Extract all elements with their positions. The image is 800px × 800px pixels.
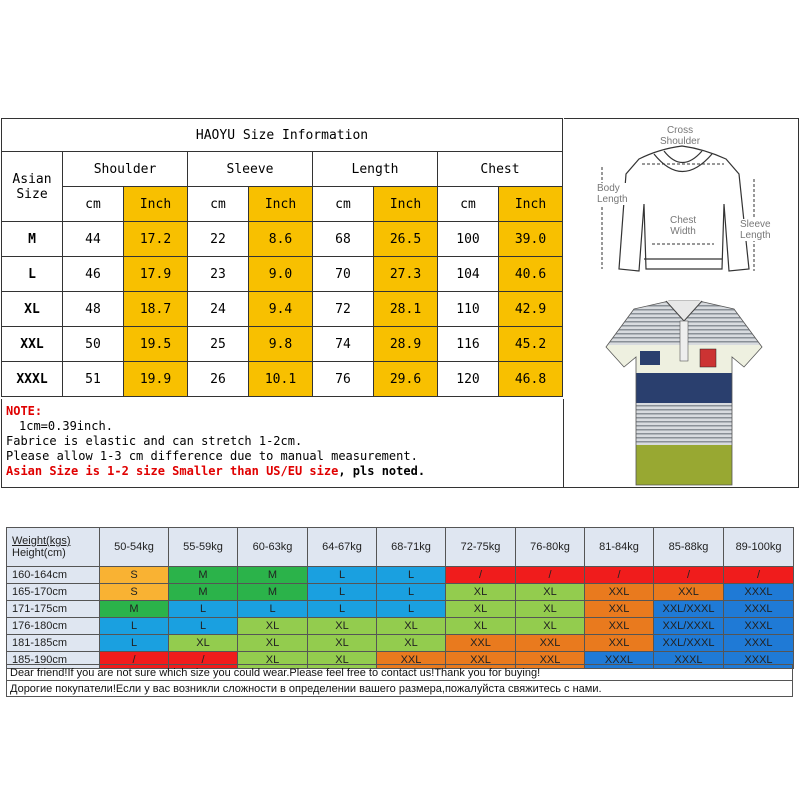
- inch-value: 28.9: [374, 327, 438, 362]
- cm-value: 23: [188, 257, 249, 292]
- inch-value: 9.8: [249, 327, 313, 362]
- size-recommendation-cell: XXXL: [724, 584, 794, 601]
- size-recommendation-cell: L: [377, 601, 446, 618]
- height-label: 185-190cm: [7, 652, 100, 669]
- height-label: 171-175cm: [7, 601, 100, 618]
- unit-inch: Inch: [499, 187, 563, 222]
- footer-english: Dear friend!If you are not sure which size you could wear.Please feel free to contact us!Thank you for buying!: [6, 664, 793, 681]
- size-row: [2, 222, 563, 257]
- cm-value: 25: [188, 327, 249, 362]
- sleeve-header: Sleeve: [188, 152, 313, 187]
- inch-value: 19.5: [124, 327, 188, 362]
- size-recommendation-cell: XL: [377, 635, 446, 652]
- inch-value: 8.6: [249, 222, 313, 257]
- unit-inch: Inch: [374, 187, 438, 222]
- cm-value: 46: [63, 257, 124, 292]
- weight-header: 81-84kg: [585, 528, 654, 567]
- size-recommendation-cell: L: [169, 601, 238, 618]
- unit-inch: Inch: [249, 187, 313, 222]
- size-recommendation-cell: /: [654, 567, 724, 584]
- size-recommendation-cell: M: [169, 584, 238, 601]
- size-recommendation-cell: XXL/XXXL: [654, 618, 724, 635]
- inch-value: 28.1: [374, 292, 438, 327]
- size-row: [2, 257, 563, 292]
- note-line: Asian Size is 1-2 size Smaller than US/EU size, pls noted.: [6, 464, 426, 478]
- size-recommendation-cell: XL: [238, 635, 308, 652]
- weight-header: 50-54kg: [100, 528, 169, 567]
- size-recommendation-cell: M: [238, 584, 308, 601]
- sleeve-length-label: Sleeve Length: [740, 219, 771, 241]
- cm-value: 116: [438, 327, 499, 362]
- size-recommendation-cell: XXL: [377, 652, 446, 669]
- cross-shoulder-label: Cross Shoulder: [660, 125, 701, 147]
- size-label: M: [2, 222, 63, 257]
- inch-value: 18.7: [124, 292, 188, 327]
- size-recommendation-cell: XL: [308, 618, 377, 635]
- unit-cm: cm: [63, 187, 124, 222]
- cm-value: 26: [188, 362, 249, 397]
- inch-value: 40.6: [499, 257, 563, 292]
- body-length-label: Body Length: [597, 183, 628, 205]
- size-information-table: [1, 118, 563, 397]
- weight-header: 55-59kg: [169, 528, 238, 567]
- size-label: XXL: [2, 327, 63, 362]
- inch-value: 42.9: [499, 292, 563, 327]
- height-label: 176-180cm: [7, 618, 100, 635]
- cm-value: 48: [63, 292, 124, 327]
- height-label: 160-164cm: [7, 567, 100, 584]
- size-recommendation-cell: L: [308, 601, 377, 618]
- size-recommendation-cell: /: [724, 567, 794, 584]
- inch-value: 17.2: [124, 222, 188, 257]
- size-label: XXXL: [2, 362, 63, 397]
- size-recommendation-cell: XXL: [446, 635, 516, 652]
- inch-value: 17.9: [124, 257, 188, 292]
- size-recommendation-cell: L: [308, 567, 377, 584]
- unit-inch: Inch: [124, 187, 188, 222]
- size-recommendation-cell: XL: [516, 584, 585, 601]
- asian-size-header: Asian Size: [2, 152, 63, 222]
- cm-value: 100: [438, 222, 499, 257]
- size-table-title: HAOYU Size Information: [2, 119, 563, 152]
- size-recommendation-cell: XL: [446, 601, 516, 618]
- size-recommendation-cell: /: [169, 652, 238, 669]
- note-line: 1cm=0.39inch.: [19, 419, 113, 433]
- footer-russian: Дорогие покупатели!Если у вас возникли сложности в определении вашего размера,пожалуйста свяжитесь с нами.: [6, 680, 793, 697]
- weight-header: 76-80kg: [516, 528, 585, 567]
- size-recommendation-cell: XXL/XXXL: [654, 635, 724, 652]
- size-recommendation-cell: XL: [516, 601, 585, 618]
- unit-cm: cm: [188, 187, 249, 222]
- height-row: [7, 635, 794, 652]
- size-recommendation-cell: XXXL: [724, 601, 794, 618]
- size-recommendation-cell: /: [516, 567, 585, 584]
- inch-value: 26.5: [374, 222, 438, 257]
- size-row: [2, 327, 563, 362]
- size-recommendation-cell: XL: [446, 618, 516, 635]
- size-label: L: [2, 257, 63, 292]
- cm-value: 104: [438, 257, 499, 292]
- cm-value: 76: [313, 362, 374, 397]
- cm-value: 68: [313, 222, 374, 257]
- weight-header: 68-71kg: [377, 528, 446, 567]
- size-recommendation-cell: M: [238, 567, 308, 584]
- size-row: [2, 292, 563, 327]
- height-row: [7, 601, 794, 618]
- size-recommendation-cell: XXL: [654, 584, 724, 601]
- shoulder-header: Shoulder: [63, 152, 188, 187]
- note-heading: NOTE:: [6, 404, 43, 418]
- height-row: [7, 584, 794, 601]
- weight-header: 89-100kg: [724, 528, 794, 567]
- inch-value: 45.2: [499, 327, 563, 362]
- size-recommendation-cell: XXL: [516, 635, 585, 652]
- cm-value: 50: [63, 327, 124, 362]
- cm-value: 24: [188, 292, 249, 327]
- size-recommendation-cell: XL: [308, 652, 377, 669]
- note-box: [1, 399, 564, 488]
- size-recommendation-cell: S: [100, 584, 169, 601]
- size-recommendation-cell: M: [169, 567, 238, 584]
- size-row: [2, 362, 563, 397]
- note-line: Please allow 1-3 cm difference due to manual measurement.: [6, 449, 418, 463]
- size-recommendation-cell: XXXL: [724, 635, 794, 652]
- weight-header: 72-75kg: [446, 528, 516, 567]
- product-images-panel: [564, 118, 799, 488]
- chest-width-label: Chest Width: [670, 215, 697, 237]
- height-label: 181-185cm: [7, 635, 100, 652]
- cm-value: 44: [63, 222, 124, 257]
- size-recommendation-cell: L: [238, 601, 308, 618]
- height-row: [7, 567, 794, 584]
- cm-value: 74: [313, 327, 374, 362]
- inch-value: 29.6: [374, 362, 438, 397]
- size-recommendation-cell: M: [100, 601, 169, 618]
- unit-cm: cm: [438, 187, 499, 222]
- polo-shirt-image: [604, 297, 764, 487]
- size-recommendation-cell: L: [169, 618, 238, 635]
- size-recommendation-cell: XXL: [516, 652, 585, 669]
- note-line: Fabrice is elastic and can stretch 1-2cm.: [6, 434, 303, 448]
- weight-header: 85-88kg: [654, 528, 724, 567]
- size-recommendation-cell: XXL/XXXL: [654, 601, 724, 618]
- size-recommendation-cell: L: [100, 635, 169, 652]
- size-recommendation-cell: L: [377, 584, 446, 601]
- size-recommendation-cell: S: [100, 567, 169, 584]
- size-recommendation-table: [6, 527, 794, 669]
- size-recommendation-cell: XL: [238, 618, 308, 635]
- cm-value: 72: [313, 292, 374, 327]
- size-recommendation-cell: XXL: [585, 601, 654, 618]
- size-recommendation-cell: /: [585, 567, 654, 584]
- size-recommendation-cell: XXXL: [724, 618, 794, 635]
- size-recommendation-cell: XXL: [446, 652, 516, 669]
- inch-value: 10.1: [249, 362, 313, 397]
- size-recommendation-cell: XXXL: [654, 652, 724, 669]
- size-recommendation-cell: XXL: [585, 618, 654, 635]
- size-recommendation-cell: /: [446, 567, 516, 584]
- asian-size-warning: Asian Size is 1-2 size Smaller than US/EU size: [6, 464, 339, 478]
- size-label: XL: [2, 292, 63, 327]
- height-row: [7, 618, 794, 635]
- weight-height-header: Weight(kgs) Height(cm): [7, 528, 100, 567]
- inch-value: 9.0: [249, 257, 313, 292]
- weight-header: 60-63kg: [238, 528, 308, 567]
- inch-value: 46.8: [499, 362, 563, 397]
- cm-value: 70: [313, 257, 374, 292]
- cm-value: 110: [438, 292, 499, 327]
- size-recommendation-cell: XXL: [585, 635, 654, 652]
- weight-header: 64-67kg: [308, 528, 377, 567]
- unit-cm: cm: [313, 187, 374, 222]
- cm-value: 51: [63, 362, 124, 397]
- size-recommendation-cell: L: [377, 567, 446, 584]
- size-recommendation-cell: XXXL: [585, 652, 654, 669]
- size-recommendation-cell: XL: [446, 584, 516, 601]
- size-recommendation-cell: XXXL: [724, 652, 794, 669]
- chest-header: Chest: [438, 152, 563, 187]
- size-recommendation-cell: XXL: [585, 584, 654, 601]
- size-recommendation-cell: /: [100, 652, 169, 669]
- inch-value: 27.3: [374, 257, 438, 292]
- length-header: Length: [313, 152, 438, 187]
- cm-value: 120: [438, 362, 499, 397]
- inch-value: 39.0: [499, 222, 563, 257]
- size-recommendation-cell: XL: [516, 618, 585, 635]
- cm-value: 22: [188, 222, 249, 257]
- size-recommendation-cell: XL: [238, 652, 308, 669]
- height-label: 165-170cm: [7, 584, 100, 601]
- size-recommendation-cell: L: [308, 584, 377, 601]
- size-recommendation-cell: XL: [308, 635, 377, 652]
- size-recommendation-cell: L: [100, 618, 169, 635]
- inch-value: 9.4: [249, 292, 313, 327]
- inch-value: 19.9: [124, 362, 188, 397]
- size-recommendation-cell: XL: [377, 618, 446, 635]
- size-recommendation-cell: XL: [169, 635, 238, 652]
